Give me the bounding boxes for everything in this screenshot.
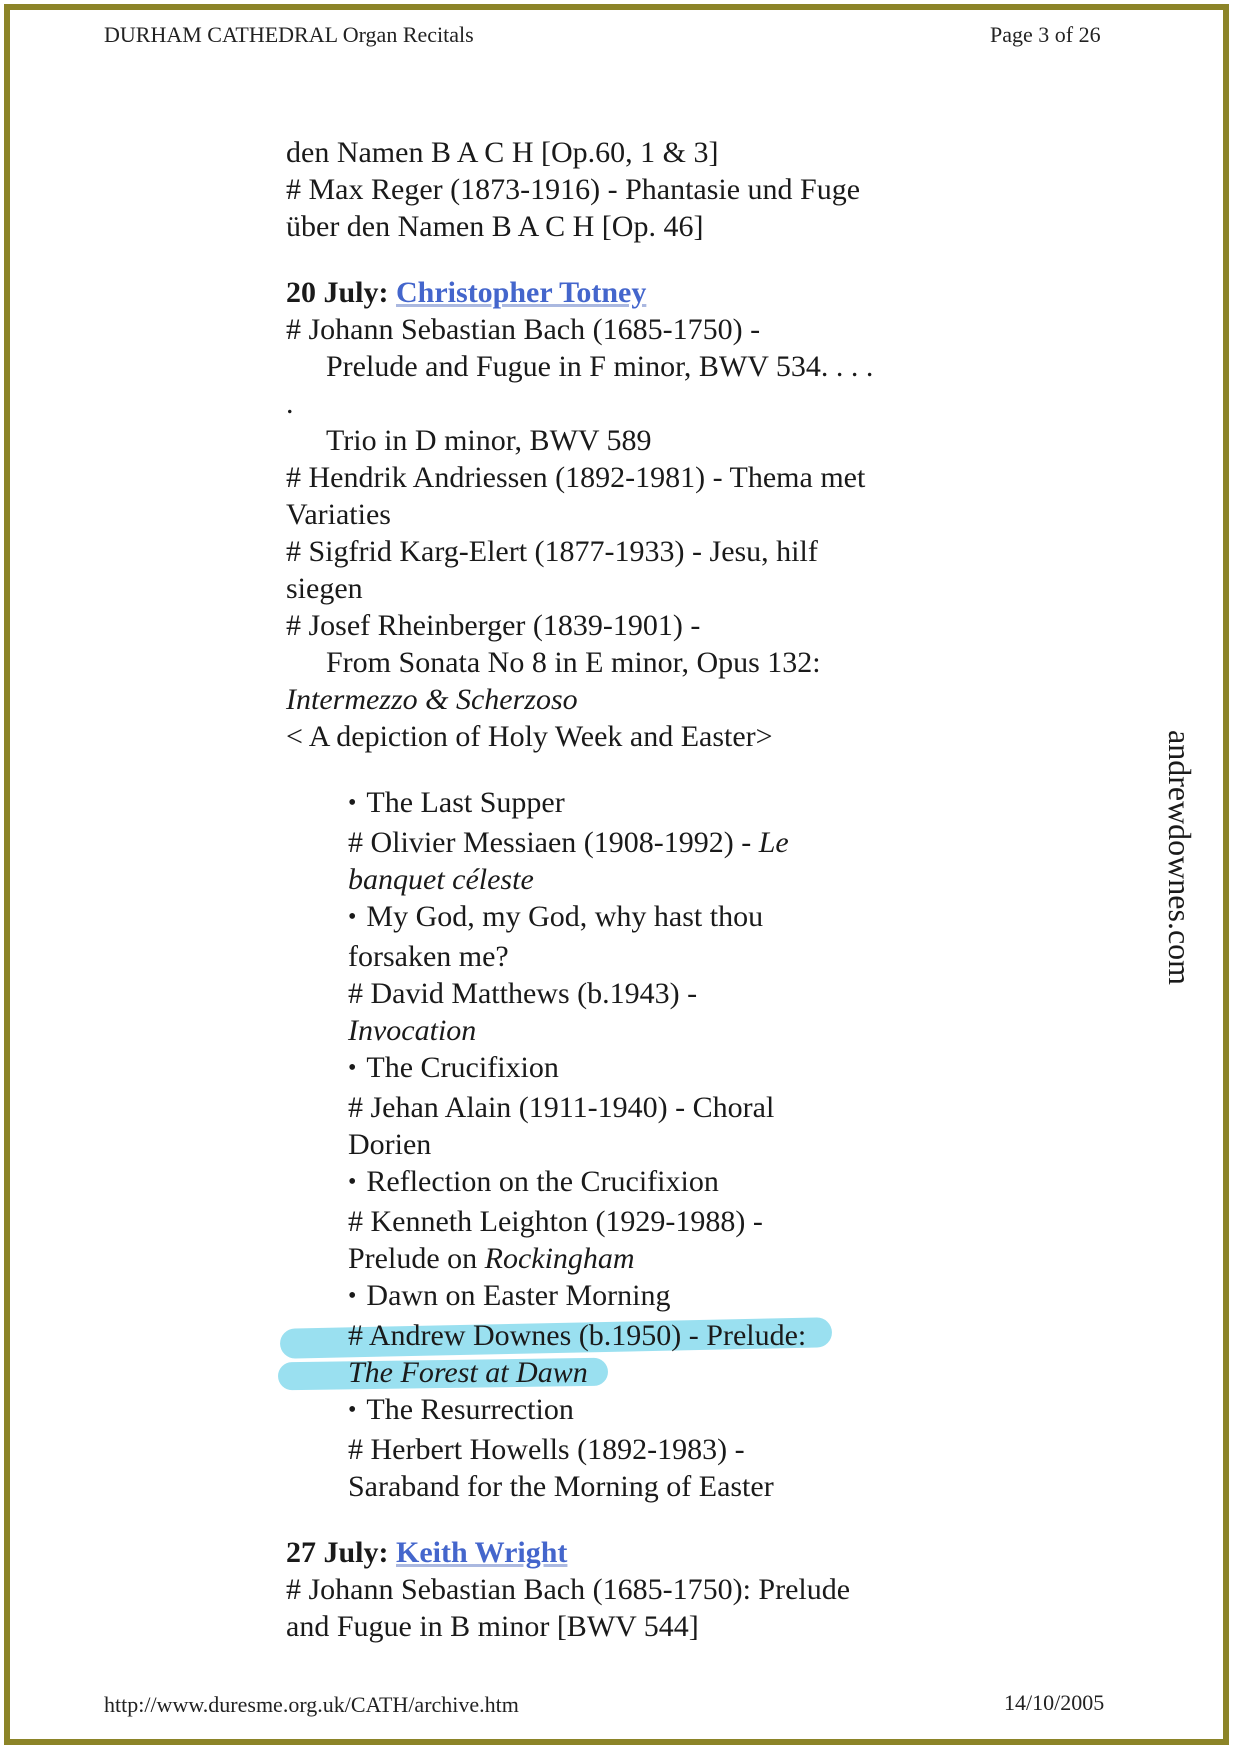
work-title: The Forest at Dawn (348, 1356, 588, 1389)
holy-week-item: • Reflection on the Crucifixion (286, 1163, 976, 1203)
recital-heading (286, 274, 976, 311)
program-line (286, 861, 976, 898)
program-line: # Sigfrid Karg-Elert (1877-1933) - Jesu, hilf (286, 535, 818, 568)
program-line: # Kenneth Leighton (1929-1988) - (348, 1205, 763, 1238)
work-title: banquet céleste (348, 863, 534, 896)
program-line (286, 824, 976, 861)
recital-date: 27 July: (286, 1536, 389, 1569)
footer-url: http://www.duresme.org.uk/CATH/archive.htm (104, 1692, 519, 1717)
work-title: Le (758, 826, 789, 859)
holy-week-item: • Dawn on Easter Morning (286, 1277, 976, 1317)
program-line: # Jehan Alain (1911-1940) - Choral (348, 1091, 775, 1124)
program-line: . (286, 387, 294, 420)
recital-date: 20 July: (286, 276, 389, 309)
program-line (286, 1240, 976, 1277)
program-line: # Herbert Howells (1892-1983) - (348, 1433, 745, 1466)
program-line: Saraband for the Morning of Easter (348, 1470, 774, 1503)
continuation-line: über den Namen B A C H [Op. 46] (286, 210, 704, 243)
page-content (286, 134, 976, 1645)
program-line: and Fugue in B minor [BWV 544] (286, 1610, 699, 1643)
program-line: Prelude and Fugue in F minor, BWV 534. . . . (326, 350, 874, 383)
program-line: # David Matthews (b.1943) - (348, 977, 698, 1010)
work-text: Prelude on (348, 1242, 485, 1275)
continuation-line: # Max Reger (1873-1916) - Phantasie und Fuge (286, 173, 861, 206)
work-title: Intermezzo & Scherzoso (286, 683, 578, 716)
performer-link[interactable]: Keith Wright (396, 1536, 568, 1569)
highlighted-line (286, 1317, 976, 1354)
program-line (286, 1012, 976, 1049)
program-line (286, 681, 976, 718)
program-line: Variaties (286, 498, 391, 531)
holy-week-item: • The Last Supper (286, 784, 976, 824)
program-line: Trio in D minor, BWV 589 (326, 424, 652, 457)
performer-link[interactable]: Christopher Totney (396, 276, 647, 309)
continuation-line: den Namen B A C H [Op.60, 1 & 3] (286, 136, 719, 169)
work-title: Rockingham (484, 1242, 635, 1275)
watermark-text: andrewdownes.com (1162, 730, 1198, 986)
work-title: Invocation (348, 1014, 477, 1047)
holy-week-item: • The Crucifixion (286, 1049, 976, 1089)
holy-week-item: • My God, my God, why hast thou (286, 898, 976, 938)
composer-text: # Olivier Messiaen (1908-1992) - (348, 826, 759, 859)
holy-week-item: • The Resurrection (286, 1391, 976, 1431)
program-line: forsaken me? (348, 940, 509, 973)
program-line: siegen (286, 572, 363, 605)
program-line: # Josef Rheinberger (1839-1901) - (286, 609, 701, 642)
program-line: From Sonata No 8 in E minor, Opus 132: (326, 646, 821, 679)
highlighted-line (286, 1354, 976, 1391)
program-line: # Johann Sebastian Bach (1685-1750) - (286, 313, 761, 346)
footer-date: 14/10/2005 (1004, 1690, 1105, 1715)
program-line: < A depiction of Holy Week and Easter> (286, 720, 773, 753)
program-line: # Hendrik Andriessen (1892-1981) - Thema met (286, 461, 866, 494)
program-line: Dorien (348, 1128, 432, 1161)
program-line: # Johann Sebastian Bach (1685-1750): Prelude (286, 1573, 851, 1606)
recital-heading (286, 1534, 976, 1571)
header-title: DURHAM CATHEDRAL Organ Recitals (104, 22, 474, 47)
program-line: # Andrew Downes (b.1950) - Prelude: (348, 1319, 807, 1352)
page-number: Page 3 of 26 (990, 22, 1101, 47)
